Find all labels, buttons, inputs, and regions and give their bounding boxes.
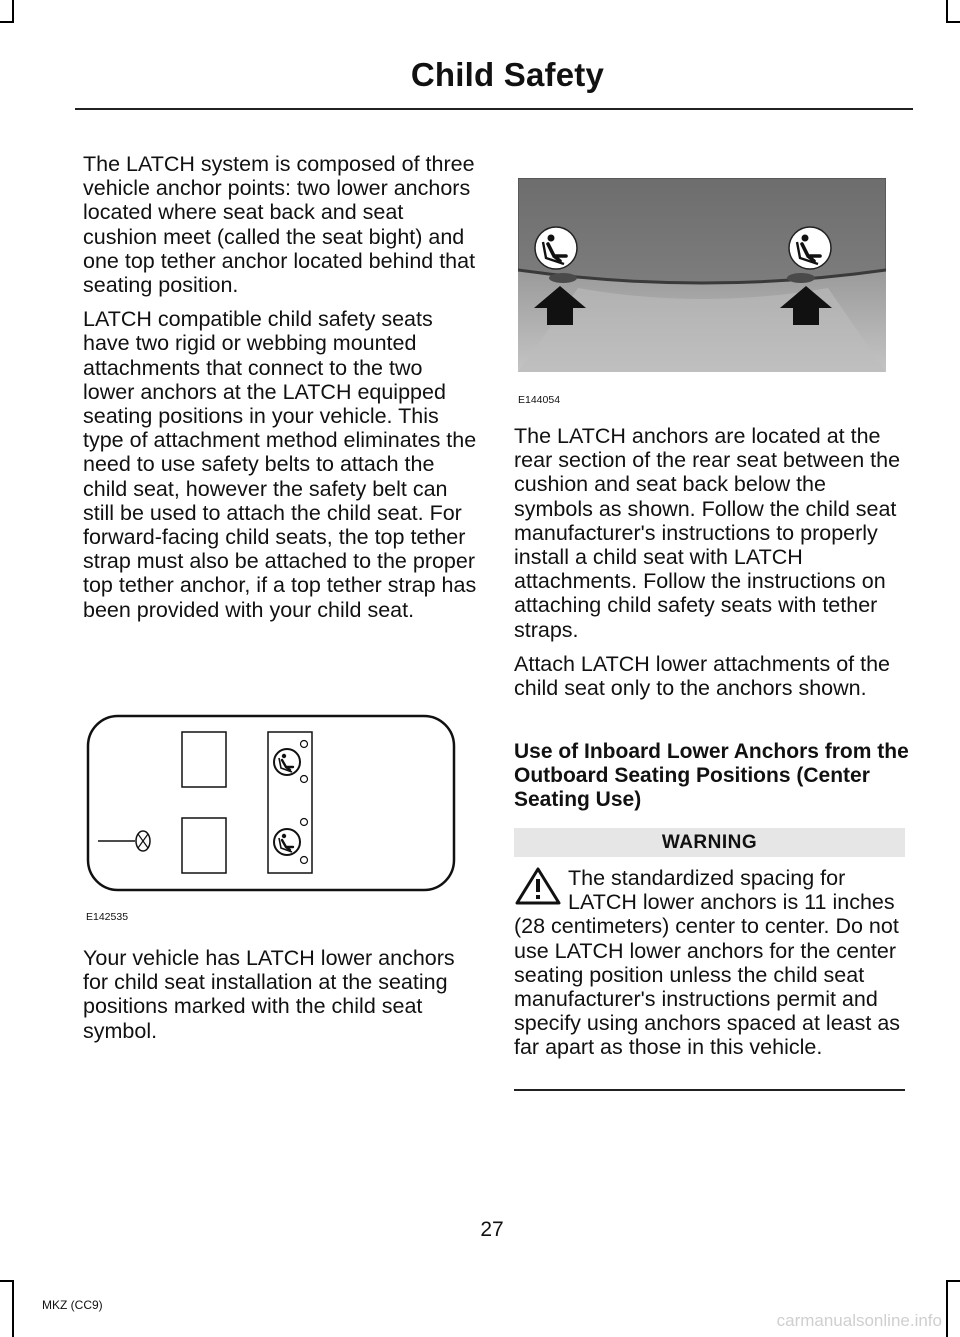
latch-positions-paragraph: Your vehicle has LATCH lower anchors for child seat installation at the seating positions marked with the child seat symbol.: [83, 946, 455, 1043]
latch-location-paragraph: The LATCH anchors are located at the rear section of the rear seat between the cushion and seat back below the symbols as shown. Follow the child seat manufacturer's instructions to properly install a child seat with LATCH attachments. Follow the instructions on attaching child safety seats with tether straps.: [514, 424, 901, 642]
section-subheading: Use of Inboard Lower Anchors from the Outboard Seating Positions (Center Seating Use): [514, 740, 909, 811]
warning-icon-spacer: [514, 866, 568, 912]
warning-header: WARNING: [514, 828, 905, 857]
latch-attach-paragraph: Attach LATCH lower attachments of the child seat only to the anchors shown.: [514, 651, 891, 701]
crop-mark: [946, 0, 948, 22]
watermark: carmanualsonline.info: [776, 1311, 942, 1330]
latch-compatible-paragraph: LATCH compatible child safety seats have two rigid or webbing mounted attachments that connect to the two lower anchors at the LATCH equipped seating positions in your vehicle. This type of attachment method eliminates the need to use safety belts to attach the child seat, however the safety belt can still be used to attach the child seat. For forward-facing child seats, the top tether strap must also be attached to the proper top tether anchor, if a top tether strap has been provided with your child seat.: [83, 307, 477, 622]
right-column: [514, 424, 909, 710]
figure-code: E142535: [86, 911, 129, 923]
warning-bottom-divider: [514, 1089, 905, 1091]
crop-mark: [946, 1280, 960, 1282]
front-seat-box: [182, 818, 226, 873]
warning-triangle-icon: [514, 866, 562, 906]
crop-mark: [12, 0, 14, 22]
left-column: [83, 152, 478, 632]
crop-mark: [0, 1280, 14, 1282]
latch-intro-paragraph: The LATCH system is composed of three vehicle anchor points: two lower anchors located where seat back and seat cushion meet (called the seat bight) and one top tether anchor located behind that seating position.: [83, 152, 476, 298]
warning-text: The standardized spacing for LATCH lower anchors is 11 inches (28 centimeters) center to center. Do not use LATCH lower anchors for the center seating position unless the child seat manufacturer's instructions permit and specify using anchors spaced at least as far apart as those in this vehicle.: [514, 866, 901, 1060]
crop-mark: [12, 1280, 14, 1337]
child-seat-icon: [274, 829, 300, 855]
crop-mark: [946, 21, 960, 23]
page-number: 27: [480, 1218, 504, 1241]
child-seat-icon: [274, 749, 300, 775]
header-divider: [75, 108, 913, 110]
seating-position-diagram: [86, 714, 456, 892]
figure-code: E144054: [518, 394, 561, 406]
crop-mark: [0, 21, 14, 23]
warning-text-block: [514, 866, 909, 1060]
child-seat-icon: [789, 227, 831, 269]
page-title: Child Safety: [410, 56, 604, 93]
front-seat-box: [182, 732, 226, 787]
child-seat-icon: [535, 227, 577, 269]
rear-seat-anchor-illustration: [518, 178, 886, 372]
left-column-lower: [83, 946, 478, 1053]
model-code: MKZ (CC9): [42, 1298, 103, 1312]
crop-mark: [946, 1280, 948, 1337]
